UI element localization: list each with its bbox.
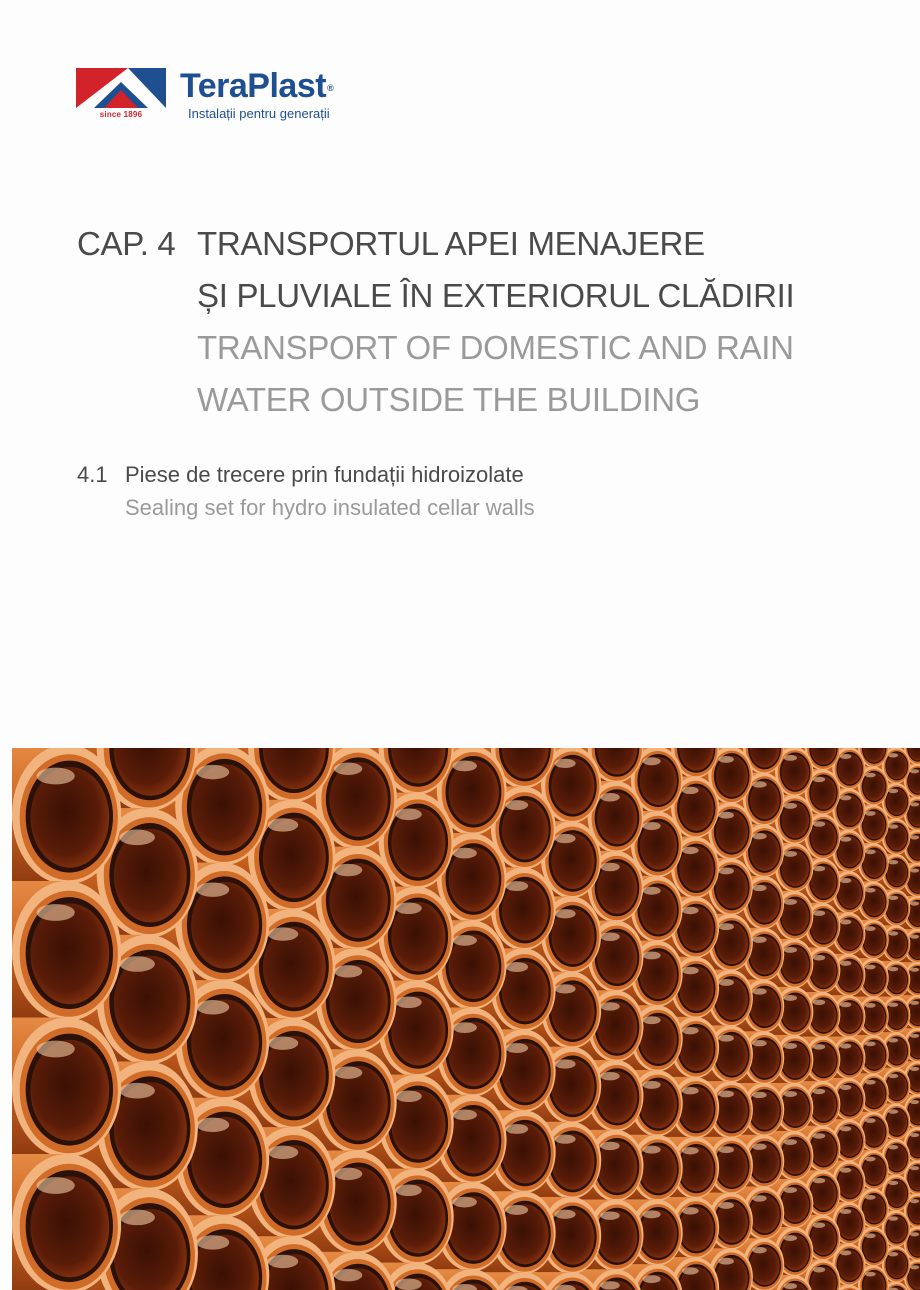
logo-tagline: Instalații pentru generații — [188, 106, 330, 121]
teraplast-logo — [76, 66, 376, 126]
chapter-title-ro-line-1: TRANSPORTUL APEI MENAJERE — [197, 225, 705, 262]
pipe — [12, 1154, 121, 1290]
chapter-label: CAP. 4 — [77, 225, 176, 262]
chapter-title-en-line-1: TRANSPORT OF DOMESTIC AND RAIN — [197, 329, 794, 366]
pipes-photo — [12, 748, 920, 1290]
pipes-illustration — [12, 748, 920, 1290]
chapter-title-ro-line-2: ȘI PLUVIALE ÎN EXTERIORUL CLĂDIRII — [197, 277, 795, 314]
logo-since: since 1896 — [99, 110, 143, 119]
pipe — [12, 748, 121, 885]
registered-mark: ® — [327, 83, 334, 93]
section-titles — [125, 458, 535, 524]
chapter-title-en-line-2: WATER OUTSIDE THE BUILDING — [197, 381, 701, 418]
pipe — [12, 881, 121, 1021]
logo-brand-text: TeraPlast — [180, 67, 327, 105]
section-title-ro: Piese de trecere prin fundații hidroizolate — [125, 462, 524, 487]
logo-brand — [180, 68, 333, 104]
chapter-title — [197, 218, 794, 426]
section-number: 4.1 — [77, 462, 108, 487]
section-title-en: Sealing set for hydro insulated cellar walls — [125, 495, 535, 520]
pipe — [12, 1018, 121, 1158]
